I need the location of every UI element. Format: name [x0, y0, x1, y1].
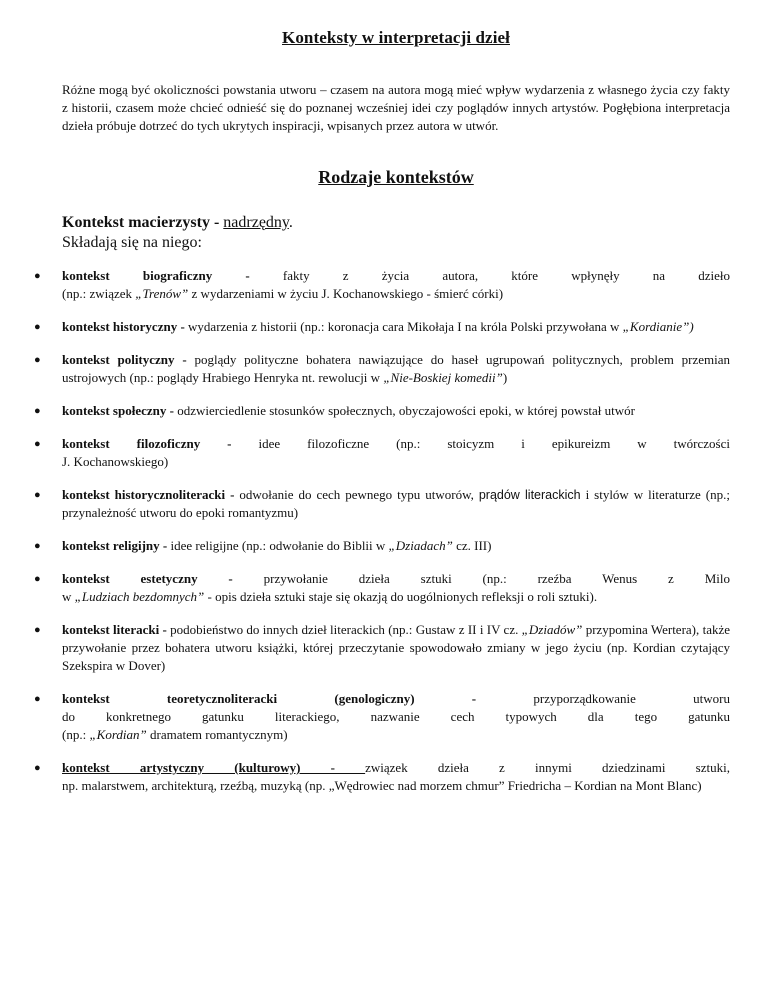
- bullet-icon: ●: [34, 438, 41, 450]
- mother-context: [62, 213, 730, 253]
- list-item: ● kontekst filozoficzny - idee filozoficzne (np.: stoicyzm i epikureizm w twórczości J. Kochanowskiego): [34, 436, 730, 469]
- item-head: kontekst biograficzny -: [62, 268, 283, 283]
- list-item: ● kontekst społeczny - odzwierciedlenie stosunków społecznych, obyczajowości epoki, w której powstał utwór: [34, 403, 635, 418]
- item-head: kontekst filozoficzny -: [62, 436, 259, 451]
- intro-paragraph: Różne mogą być okoliczności powstania utworu – czasem na autora mogą mieć wpływ wydarzenia z własnego życia czy fakty z historii, czasem może chcieć odnieść się do poznanej wcześniej idei czy poglądów innych artystów. Pogłębiona interpretacja dzieła próbuje dotrzeć do tych ukrytych inspiracji, wpisanych przez autora w utwór.: [62, 82, 730, 133]
- bullet-icon: ●: [34, 321, 41, 333]
- item-head: kontekst społeczny -: [62, 403, 178, 418]
- context-list: [34, 267, 731, 795]
- item-head: kontekst teoretycznoliteracki (genologiczny) -: [62, 691, 534, 706]
- item-head: kontekst historycznoliteracki -: [62, 487, 240, 502]
- item-head: kontekst historyczny -: [62, 319, 189, 334]
- list-item: ● kontekst estetyczny - przywołanie dzieła sztuki (np.: rzeźba Wenus z Milo w „Ludziach bezdomnych” - opis dzieła sztuki staje się okazją do uogólnionych refleksji o roli sztuki).: [34, 571, 730, 604]
- list-item: ● kontekst polityczny - poglądy polityczne bohatera nawiązujące do haseł ugrupowań politycznych, problem przemian ustrojowych (np.: poglądy Hrabiego Henryka nt. rewolucji w „Nie-Boskiej komedii”): [34, 352, 731, 385]
- bullet-icon: ●: [34, 573, 41, 585]
- list-item: ● kontekst historycznoliteracki - odwołanie do cech pewnego typu utworów, prądów literackich i stylów w literaturze (np.; przynależność utworu do epoki romantyzmu): [34, 487, 730, 520]
- document-page: [34, 28, 731, 810]
- bullet-icon: ●: [34, 270, 41, 282]
- bullet-icon: ●: [34, 354, 41, 366]
- bullet-icon: ●: [34, 624, 41, 636]
- mother-dot: .: [288, 214, 293, 231]
- list-item: ● kontekst historyczny - wydarzenia z historii (np.: koronacja cara Mikołaja I na króla Polski przywołana w „Kordianie”): [34, 319, 694, 334]
- item-head: kontekst polityczny -: [62, 352, 195, 367]
- list-item: ● kontekst biograficzny - fakty z życia autora, które wpłynęły na dzieło (np.: związek „Trenów” z wydarzeniami w życiu J. Kochanowskiego - śmierć córki): [34, 268, 730, 301]
- bullet-icon: ●: [34, 693, 41, 705]
- bullet-icon: ●: [34, 489, 41, 501]
- item-head: kontekst artystyczny (kulturowy) -: [62, 760, 366, 775]
- list-item: ● kontekst teoretycznoliteracki (genologiczny) - przyporządkowanie utworu do konkretnego gatunku literackiego, nazwanie cech typowych dla tego gatunku (np.: „Kordian” dramatem romantycznym): [34, 691, 730, 742]
- mother-nadrzedny: nadrzędny: [223, 214, 289, 231]
- link-pradow[interactable]: prądów literackich: [478, 488, 581, 502]
- item-head: kontekst literacki -: [62, 622, 171, 637]
- list-item: ● kontekst literacki - podobieństwo do innych dzieł literackich (np.: Gustaw z II i IV cz. „Dziadów” przypomina Wertera), także przywołanie przez bohatera utworu książki, której przeczytanie spowodowało zmiany w jego życiu (np. Kordian czytający Szekspira w Dover): [34, 622, 730, 673]
- item-head: kontekst estetyczny -: [62, 571, 264, 586]
- section-title: Rodzaje kontekstów: [318, 167, 474, 187]
- bullet-icon: ●: [34, 540, 41, 552]
- mother-label: Kontekst macierzysty -: [62, 214, 224, 231]
- list-item: ● kontekst religijny - idee religijne (np.: odwołanie do Biblii w „Dziadach” cz. III): [34, 538, 492, 553]
- item-head: kontekst religijny -: [62, 538, 171, 553]
- mother-line2: Składają się na niego:: [62, 234, 202, 251]
- bullet-icon: ●: [34, 762, 41, 774]
- bullet-icon: ●: [34, 405, 41, 417]
- document-title: Konteksty w interpretacji dzieł: [282, 28, 510, 47]
- list-item: ● kontekst artystyczny (kulturowy) - związek dzieła z innymi dziedzinami sztuki, np. malarstwem, architekturą, rzeźbą, muzyką (np. „Wędrowiec nad morzem chmur” Friedricha – Kordian na Mont Blanc): [34, 760, 730, 793]
